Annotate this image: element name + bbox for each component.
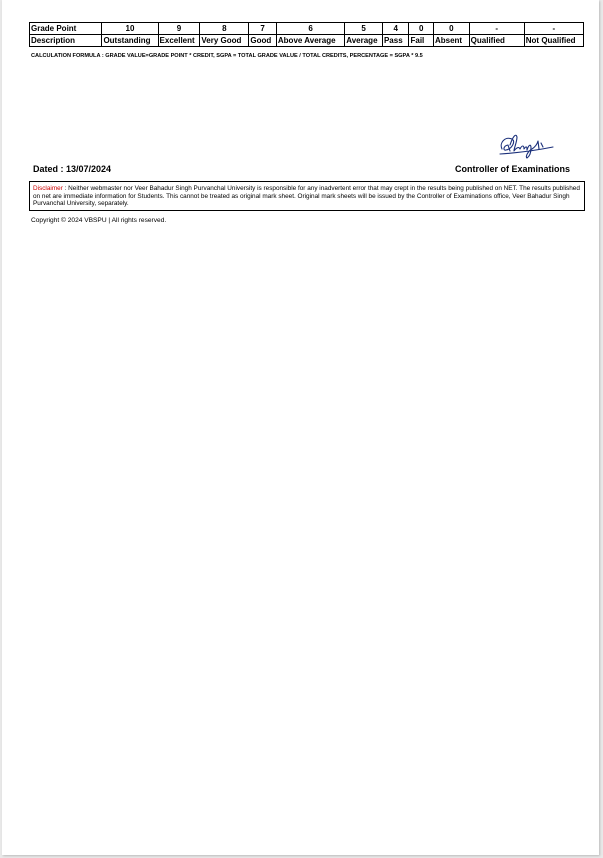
grade-point-cell: 8 <box>200 23 249 35</box>
disclaimer-label: Disclaimer <box>33 185 63 192</box>
calculation-formula: CALCULATION FORMULA : GRADE VALUE=GRADE POINT * CREDIT, SGPA = TOTAL GRADE VALUE / TOTAL CREDITS, PERCENTAGE = SGPA * 9.5 <box>31 53 423 59</box>
grade-description-cell: Excellent <box>158 35 200 47</box>
grade-description-cell: Not Qualified <box>524 35 583 47</box>
dated-text: Dated : 13/07/2024 <box>33 164 112 174</box>
grade-point-cell: 9 <box>158 23 200 35</box>
grade-legend-table <box>29 22 584 47</box>
grade-description-cell: Good <box>249 35 277 47</box>
description-label: Description <box>30 35 102 47</box>
grade-point-cell: 7 <box>249 23 277 35</box>
disclaimer-text: : Neither webmaster nor Veer Bahadur Singh Purvanchal University is responsible for any inadvertent error that may crept in the results being published on NET. The results published on net are immediate information for Students. This cannot be treated as original mark sheet. Original mark sheets will be issued by the Controller of Examinations office, Veer Bahadur Singh Purvanchal University, separately. <box>33 185 580 207</box>
disclaimer-box <box>29 181 585 211</box>
grade-description-cell: Average <box>345 35 383 47</box>
grade-description-cell: Pass <box>382 35 409 47</box>
controller-title: Controller of Examinations <box>455 164 571 174</box>
grade-description-cell: Above Average <box>276 35 344 47</box>
copyright-text: Copyright © 2024 VBSPU | All rights reserved. <box>31 217 167 224</box>
grade-description-cell: Absent <box>433 35 469 47</box>
description-row <box>30 35 584 47</box>
grade-point-cell: 5 <box>345 23 383 35</box>
grade-point-cell: 4 <box>382 23 409 35</box>
grade-description-cell: Very Good <box>200 35 249 47</box>
grade-description-cell: Outstanding <box>102 35 158 47</box>
result-page <box>2 0 599 855</box>
grade-point-row <box>30 23 584 35</box>
grade-description-cell: Fail <box>409 35 433 47</box>
grade-point-cell: 10 <box>102 23 158 35</box>
grade-point-cell: - <box>524 23 583 35</box>
grade-point-cell: 0 <box>433 23 469 35</box>
grade-point-label: Grade Point <box>30 23 102 35</box>
grade-point-cell: 6 <box>276 23 344 35</box>
controller-signature <box>497 127 557 159</box>
grade-description-cell: Qualified <box>469 35 524 47</box>
grade-point-cell: - <box>469 23 524 35</box>
grade-point-cell: 0 <box>409 23 433 35</box>
